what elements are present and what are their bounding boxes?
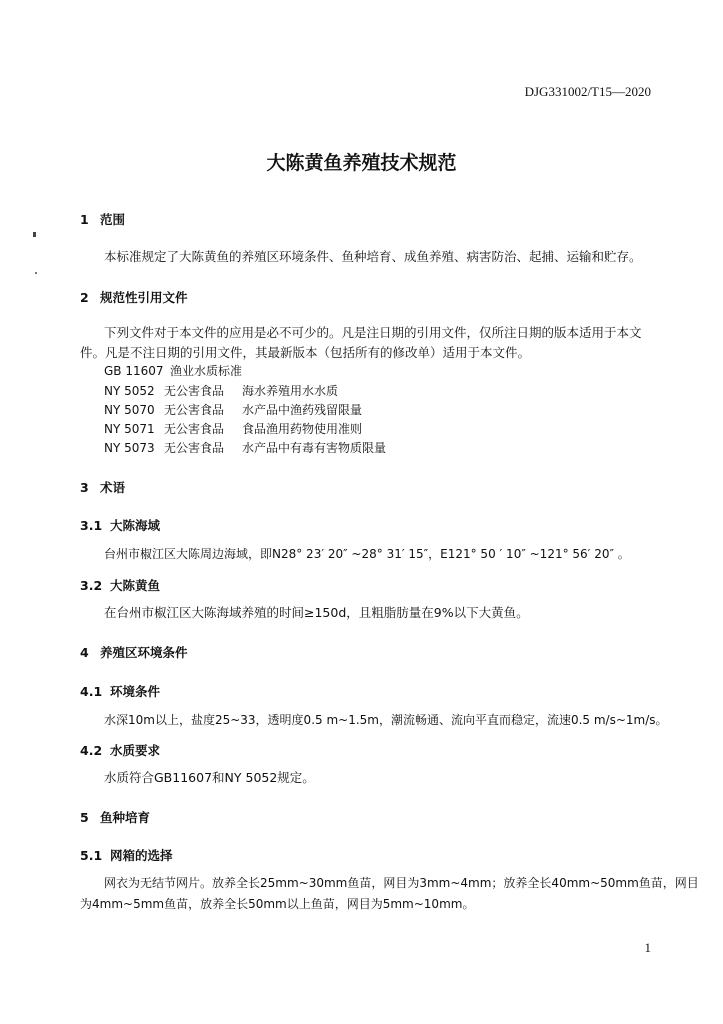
section-number: 4.2 (80, 743, 103, 758)
section-title: 规范性引用文件 (100, 290, 188, 305)
section-number: 2 (80, 290, 89, 305)
section-2-text-line1: 下列文件对于本文件的应用是必不可少的。凡是注日期的引用文件，仅所注日期的版本适用于本文 (104, 325, 642, 340)
section-title: 大陈海域 (110, 518, 161, 533)
section-4-1-heading (80, 682, 160, 700)
section-5-heading (80, 808, 150, 826)
section-3-2-heading (80, 576, 160, 594)
document-code: DJG331002/T15—2020 (524, 84, 651, 99)
reference-category: 无公害食品 (164, 441, 225, 455)
reference-code: NY 5070 (104, 403, 155, 417)
section-title: 养殖区环境条件 (100, 645, 188, 660)
section-3-heading (80, 478, 125, 496)
section-title: 环境条件 (110, 684, 161, 699)
section-2-text-line2: 件。凡是不注日期的引用文件，其最新版本（包括所有的修改单）适用于本文件。 (80, 345, 531, 360)
section-3-2-text: 在台州市椒江区大陈海域养殖的时间≥150d，且粗脂肪量在9%以下大黄鱼。 (104, 605, 529, 620)
section-number: 1 (80, 212, 89, 227)
section-title: 范围 (100, 212, 126, 227)
reference-item (104, 439, 386, 456)
section-1-heading (80, 210, 125, 228)
section-number: 4.1 (80, 684, 103, 699)
reference-code: GB 11607 (104, 364, 164, 378)
reference-category: 无公害食品 (164, 403, 225, 417)
section-5-1-text-line1: 网衣为无结节网片。放养全长25mm~30mm鱼苗，网目为3mm~4mm；放养全长40mm~50mm鱼苗，网目 (104, 876, 699, 890)
reference-item (104, 401, 362, 418)
section-title: 术语 (100, 480, 126, 495)
section-5-1-heading (80, 846, 173, 864)
section-number: 5 (80, 810, 89, 825)
section-number: 3.2 (80, 578, 103, 593)
reference-name: 海水养殖用水水质 (242, 384, 339, 398)
section-2-heading (80, 288, 188, 306)
section-3-1-text: 台州市椒江区大陈周边海域，即N28° 23′ 20″ ~28° 31′ 15″，E121° 50 ′ 10″ ~121° 56′ 20″ 。 (104, 547, 630, 561)
section-number: 5.1 (80, 848, 103, 863)
section-3-1-heading (80, 516, 160, 534)
reference-code: NY 5052 (104, 384, 155, 398)
reference-name: 渔业水质标准 (170, 364, 243, 378)
reference-item (104, 362, 242, 379)
reference-item (104, 382, 338, 399)
section-number: 3 (80, 480, 89, 495)
reference-name: 食品渔用药物使用准则 (242, 422, 363, 436)
section-4-2-heading (80, 741, 160, 759)
reference-name: 水产品中有毒有害物质限量 (242, 441, 387, 455)
reference-item (104, 420, 362, 437)
reference-category: 无公害食品 (164, 384, 225, 398)
reference-code: NY 5073 (104, 441, 155, 455)
section-number: 4 (80, 645, 89, 660)
reference-category: 无公害食品 (164, 422, 225, 436)
section-4-2-text: 水质符合GB11607和NY 5052规定。 (104, 770, 315, 785)
section-title: 水质要求 (110, 743, 161, 758)
section-1-text: 本标准规定了大陈黄鱼的养殖区环境条件、鱼种培育、成鱼养殖、病害防治、起捕、运输和贮存。 (104, 249, 642, 264)
margin-mark (35, 272, 37, 274)
section-number: 3.1 (80, 518, 103, 533)
document-title: 大陈黄鱼养殖技术规范 (266, 152, 457, 174)
reference-code: NY 5071 (104, 422, 155, 436)
section-title: 大陈黄鱼 (110, 578, 161, 593)
page-number: 1 (644, 940, 651, 955)
reference-name: 水产品中渔药残留限量 (242, 403, 363, 417)
section-4-heading (80, 643, 188, 661)
section-title: 鱼种培育 (100, 810, 151, 825)
margin-mark (33, 232, 36, 237)
section-4-1-text: 水深10m以上，盐度25~33，透明度0.5 m~1.5m，潮流畅通、流向平直而稳定，流速0.5 m/s~1m/s。 (104, 713, 668, 727)
section-5-1-text-line2: 为4mm~5mm鱼苗，放养全长50mm以上鱼苗，网目为5mm~10mm。 (80, 897, 475, 911)
section-title: 网箱的选择 (110, 848, 173, 863)
